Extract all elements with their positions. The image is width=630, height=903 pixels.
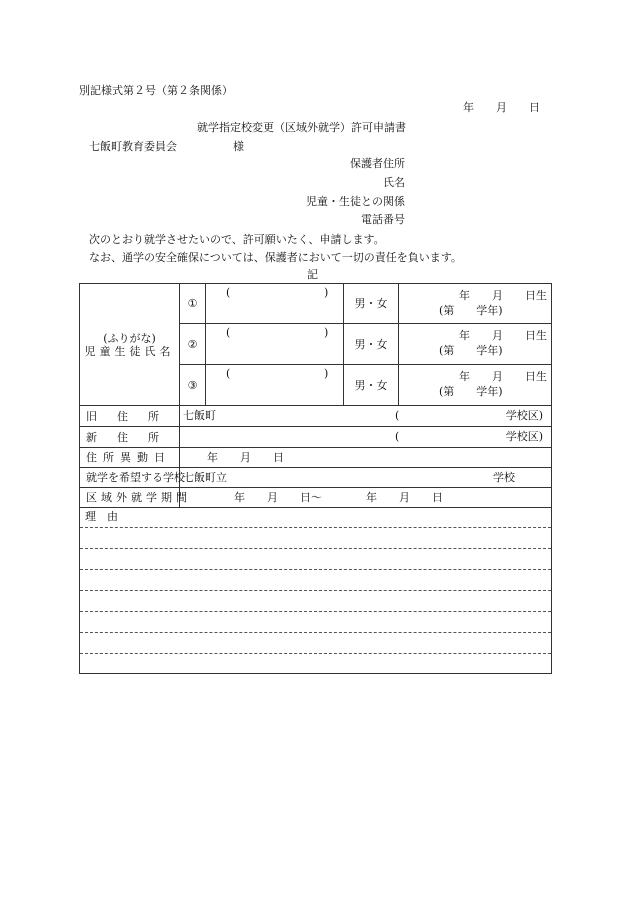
guardian-name-label: 氏名 (383, 176, 405, 189)
students-label-cell (80, 284, 180, 406)
student-name-field[interactable] (206, 365, 344, 406)
old-address-label: 旧住所 (86, 409, 179, 423)
safety-text: なお、通学の安全確保については、保護者において一切の責任を負います。 (89, 251, 462, 264)
form-title: 就学指定校変更（区域外就学）許可申請書 (197, 121, 406, 134)
student-name-field[interactable] (206, 324, 344, 365)
reason-label: 理 由 (85, 510, 118, 523)
date-line: 年 月 日 (463, 101, 540, 114)
gender-field[interactable]: 男・女 (344, 284, 399, 324)
move-date-label: 住所異動日 (86, 451, 171, 464)
reason-line (80, 653, 551, 654)
student-name-field[interactable] (206, 284, 344, 324)
student-number: ① (180, 284, 206, 324)
period-label-cell (80, 488, 191, 508)
birth-date: 年 月 日生 (459, 329, 547, 342)
addressee: 七飯町教育委員会 (89, 140, 177, 153)
reason-line (80, 590, 551, 591)
students-name-label: 児童生徒氏名 (84, 344, 175, 358)
paren-open: ( (226, 286, 231, 299)
old-address-row (80, 406, 552, 427)
new-address-label-cell (80, 427, 180, 448)
reason-line (80, 548, 551, 549)
move-date-row (80, 448, 552, 468)
desired-school-label-cell (80, 468, 185, 488)
old-address-label-cell (80, 406, 180, 427)
reason-line (80, 611, 551, 612)
grade: (第 学年) (439, 304, 503, 317)
furigana-label: (ふりがな) (103, 331, 156, 345)
paren-open: ( (395, 409, 400, 422)
honorific: 様 (233, 140, 244, 153)
period-value: 年 月 日〜 年 月 日 (234, 491, 443, 504)
birth-grade-field[interactable] (399, 284, 552, 324)
old-address-value: 七飯町 (183, 409, 216, 422)
paren-open: ( (226, 367, 231, 380)
relation-label: 児童・生徒との関係 (306, 195, 405, 208)
paren-close: ) (324, 367, 329, 380)
grade: (第 学年) (439, 344, 503, 357)
desired-school-row (80, 468, 552, 488)
reason-line (80, 632, 551, 633)
move-date-field[interactable] (180, 448, 552, 468)
birth-grade-field[interactable] (399, 365, 552, 406)
period-row (80, 488, 552, 508)
grade: (第 学年) (439, 385, 503, 398)
application-table (79, 283, 552, 674)
move-date-label-cell (80, 448, 180, 468)
reason-line (80, 527, 551, 528)
birth-date: 年 月 日生 (459, 370, 547, 383)
new-address-row (80, 427, 552, 448)
birth-grade-field[interactable] (399, 324, 552, 365)
gender-field[interactable]: 男・女 (344, 365, 399, 406)
student-row (80, 284, 552, 324)
paren-open: ( (226, 326, 231, 339)
old-address-field[interactable] (180, 406, 552, 427)
student-number: ② (180, 324, 206, 365)
reason-line (80, 569, 551, 570)
form-number: 別記様式第２号（第２条関係） (79, 84, 233, 97)
guardian-address-label: 保護者住所 (350, 157, 405, 170)
desired-school-value: 七飯町立 (183, 471, 227, 484)
ki-heading: 記 (307, 268, 318, 281)
paren-close: ) (324, 286, 329, 299)
paren-close: ) (324, 326, 329, 339)
reason-field[interactable] (80, 508, 552, 674)
desired-school-field[interactable] (180, 468, 552, 488)
school-suffix: 学校 (493, 471, 515, 484)
reason-row (80, 508, 552, 674)
paren-open: ( (395, 430, 400, 443)
period-label: 区域外就学期間 (86, 491, 191, 504)
period-field[interactable] (180, 488, 552, 508)
request-text: 次のとおり就学させたいので、許可願いたく、申請します。 (89, 233, 385, 246)
new-address-field[interactable] (180, 427, 552, 448)
new-address-label: 新住所 (86, 430, 179, 444)
student-number: ③ (180, 365, 206, 406)
school-district-label: 学校区) (505, 409, 543, 422)
move-date-value: 年 月 日 (207, 451, 284, 464)
school-district-label: 学校区) (505, 430, 543, 443)
gender-field[interactable]: 男・女 (344, 324, 399, 365)
phone-label: 電話番号 (361, 213, 405, 226)
birth-date: 年 月 日生 (459, 289, 547, 302)
desired-school-label: 就学を希望する学校 (86, 471, 185, 484)
